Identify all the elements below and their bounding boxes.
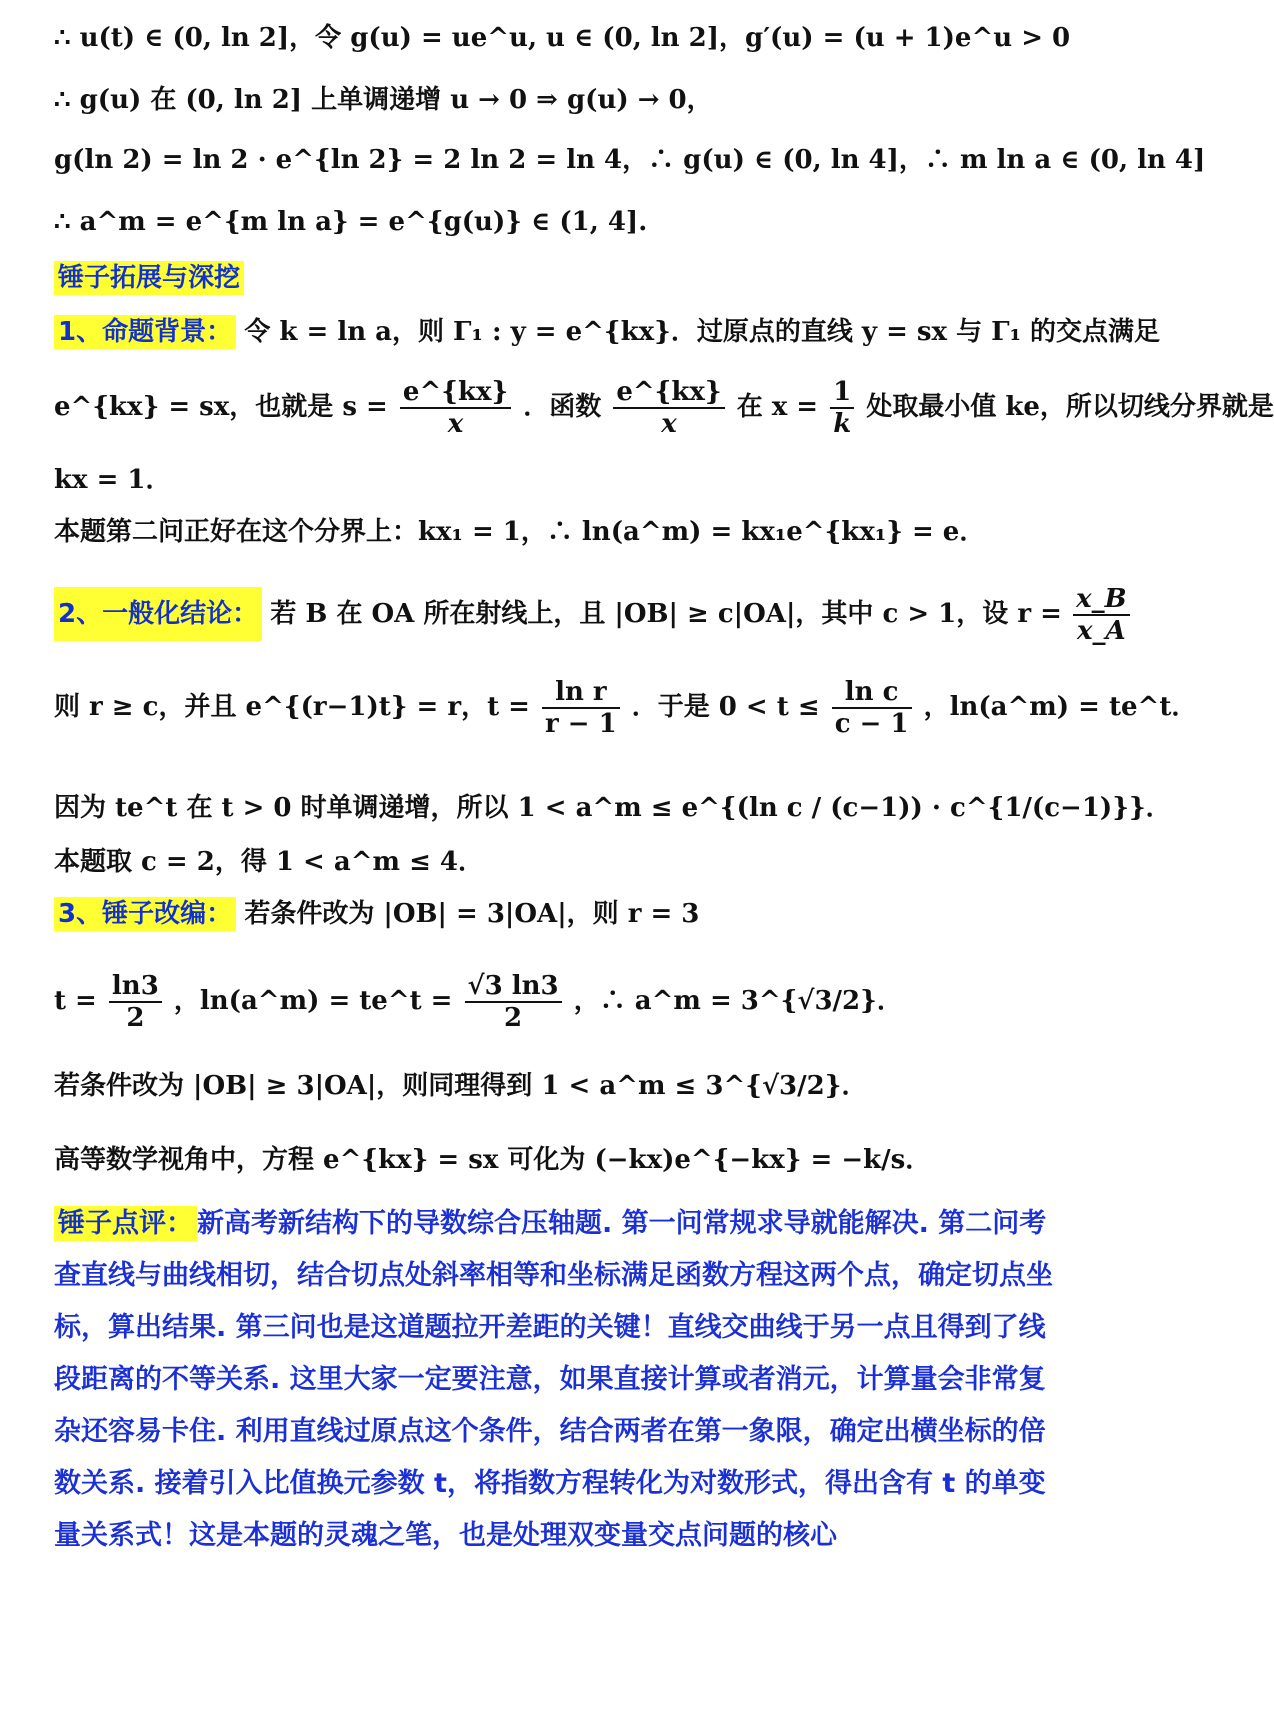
background-label: 1、命题背景： bbox=[54, 315, 236, 349]
background-text: 令 k = ln a，则 Γ₁ : y = e^{kx}．过原点的直线 y = sx 与 Γ₁ 的交点满足 bbox=[244, 317, 1161, 347]
text-seg: ．函数 bbox=[523, 392, 602, 422]
background-line-1 bbox=[54, 312, 1161, 352]
adaptation-label: 3、锤子改编： bbox=[54, 897, 236, 931]
fraction-den: k bbox=[833, 409, 852, 439]
fraction-num: 1 bbox=[830, 377, 854, 409]
proof-line-3: g(ln 2) = ln 2 · e^{ln 2} = 2 ln 2 = ln 4，∴ g(u) ∈ (0, ln 4]，∴ m ln a ∈ (0, ln 4] bbox=[54, 145, 1206, 175]
general-text: 若 B 在 OA 所在射线上，且 |OB| ≥ c|OA|，其中 c > 1，设 r = bbox=[270, 599, 1062, 629]
text-seg: e^{kx} = sx，也就是 s = bbox=[54, 392, 388, 422]
adaptation-line-2 bbox=[54, 966, 1050, 1036]
fraction bbox=[109, 971, 162, 1033]
text-seg: ，ln(a^m) = te^t = bbox=[173, 986, 453, 1016]
fraction-den: 2 bbox=[126, 1003, 145, 1033]
fraction-num: e^{kx} bbox=[400, 377, 511, 409]
general-line-4: 本题取 c = 2，得 1 < a^m ≤ 4． bbox=[54, 847, 485, 877]
fraction-den: x bbox=[447, 409, 464, 439]
review-paragraph bbox=[54, 1198, 1054, 1562]
fraction bbox=[613, 377, 724, 439]
background-line-4: 本题第二问正好在这个分界上：kx₁ = 1，∴ ln(a^m) = kx₁e^{kx₁} = e． bbox=[54, 517, 986, 547]
adaptation-line-3: 若条件改为 |OB| ≥ 3|OA|，则同理得到 1 < a^m ≤ 3^{√3/2}． bbox=[54, 1071, 868, 1101]
background-line-3: kx = 1． bbox=[54, 465, 172, 495]
fraction-den: c − 1 bbox=[834, 709, 909, 739]
review-text: 新高考新结构下的导数综合压轴题. 第一问常规求导就能解决. 第二问考查直线与曲线相切，结合切点处斜率相等和坐标满足函数方程这两个点，确定切点坐标，算出结果. 第三问也是这道题拉开差距的关键！直线交曲线于另一点且得到了线段距离的不等关系. 这里大家一定要注意，如果直接计算或者消元，计算量会非常复杂还容易卡住. 利用直线过原点这个条件，结合两者在第一象限，确定出横坐标的倍数关系. 接着引入比值换元参数 t，将指数方程转化为对数形式，得出含有 t 的单变量关系式！这是本题的灵魂之笔，也是处理双变量交点问题的核心 bbox=[54, 1208, 1053, 1551]
general-line-1 bbox=[54, 582, 1127, 646]
text-seg: 处取最小值 ke，所以切线分界就是 bbox=[866, 392, 1274, 422]
proof-line-4: ∴ a^m = e^{m ln a} = e^{g(u)} ∈ (1, 4]. bbox=[54, 207, 648, 237]
fraction-num: √3 ln3 bbox=[465, 971, 562, 1003]
text-seg: 则 r ≥ c，并且 e^{(r−1)t} = r，t = bbox=[54, 692, 530, 722]
fraction-num: ln r bbox=[542, 677, 620, 709]
fraction bbox=[830, 377, 854, 439]
fraction bbox=[1073, 584, 1129, 646]
proof-line-1: ∴ u(t) ∈ (0, ln 2]，令 g(u) = ue^u, u ∈ (0, ln 2]，g′(u) = (u + 1)e^u > 0 bbox=[54, 23, 1071, 53]
general-line-3: 因为 te^t 在 t > 0 时单调递增，所以 1 < a^m ≤ e^{(ln c / (c−1)) · c^{1/(c−1)}}． bbox=[54, 793, 1172, 823]
fraction-den: 2 bbox=[504, 1003, 523, 1033]
fraction-num: x_B bbox=[1073, 584, 1129, 616]
section-heading bbox=[54, 258, 1050, 298]
fraction bbox=[400, 377, 511, 439]
fraction bbox=[832, 677, 912, 739]
text-seg: ，∴ a^m = 3^{√3/2}． bbox=[573, 986, 903, 1016]
general-label: 2、一般化结论： bbox=[54, 587, 262, 641]
text-seg: ．于是 0 < t ≤ bbox=[631, 692, 820, 722]
proof-line-2: ∴ g(u) 在 (0, ln 2] 上单调递增 u → 0 ⇒ g(u) → 0， bbox=[54, 85, 713, 115]
fraction-num: ln3 bbox=[109, 971, 162, 1003]
adaptation-text: 若条件改为 |OB| = 3|OA|，则 r = 3 bbox=[244, 899, 700, 929]
fraction bbox=[542, 677, 620, 739]
background-line-2 bbox=[54, 372, 1274, 442]
fraction-den: x bbox=[661, 409, 677, 439]
fraction bbox=[465, 971, 562, 1033]
fraction-den: r − 1 bbox=[544, 709, 617, 739]
fraction-num: e^{kx} bbox=[613, 377, 724, 409]
adaptation-line-4: 高等数学视角中，方程 e^{kx} = sx 可化为 (−kx)e^{−kx} = −k/s． bbox=[54, 1145, 932, 1175]
general-line-2 bbox=[54, 672, 1198, 742]
text-seg: t = bbox=[54, 986, 97, 1016]
text-seg: ，ln(a^m) = te^t． bbox=[923, 692, 1198, 722]
extension-heading: 锤子拓展与深挖 bbox=[54, 261, 244, 295]
fraction-num: ln c bbox=[832, 677, 912, 709]
text-seg: 在 x = bbox=[736, 392, 819, 422]
fraction-den: x_A bbox=[1077, 615, 1126, 646]
review-label: 锤子点评： bbox=[54, 1206, 197, 1241]
adaptation-line-1 bbox=[54, 894, 1050, 934]
